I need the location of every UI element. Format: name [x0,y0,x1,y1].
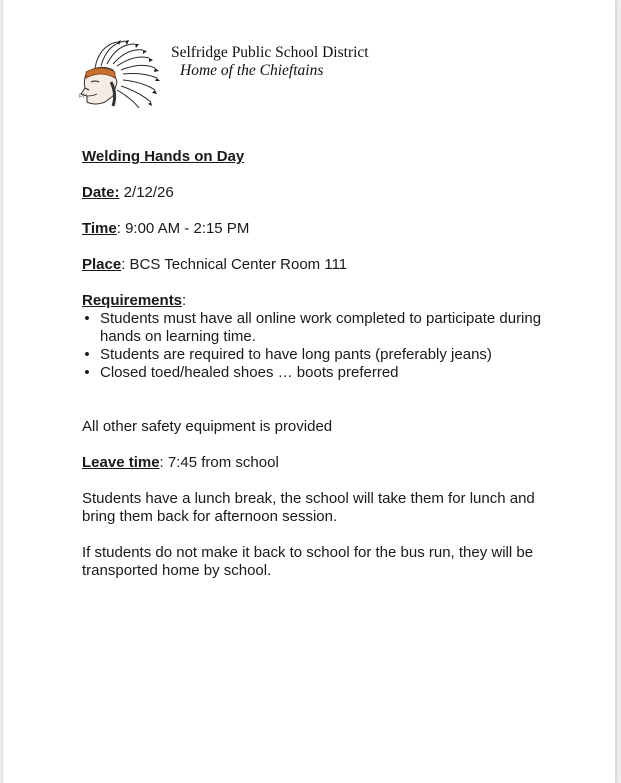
place-value: : BCS Technical Center Room 111 [121,256,348,273]
leave-time-value: : 7:45 from school [159,454,279,471]
list-item [82,346,552,364]
svg-text:PH: PH [79,94,88,100]
place-label: Place [82,256,122,273]
requirement-text: Students must have all online work completed to participate during hands on learning time. [100,310,542,345]
district-name: Selfridge Public School District [171,44,369,61]
date-value: 2/12/26 [119,184,174,201]
requirements-colon: : [182,292,187,309]
document-page [3,0,616,783]
requirements-list [82,310,552,382]
bullet-icon: • [84,310,90,327]
leave-time-label: Leave time [82,454,160,471]
requirement-text: Closed toed/healed shoes … boots preferred [100,364,399,381]
time-line [82,220,552,238]
date-label: Date: [82,184,120,201]
date-line [82,184,552,202]
flyer-body [82,148,552,598]
lunch-note: Students have a lunch break, the school will take them for lunch and bring them back for afternoon session. [82,490,535,525]
chieftain-logo-icon [77,38,167,108]
event-title: Welding Hands on Day [82,148,245,165]
time-value: : 9:00 AM - 2:15 PM [116,220,250,237]
time-label: Time [82,220,117,237]
requirement-text: Students are required to have long pants (preferably jeans) [100,346,492,363]
list-item [82,310,552,346]
bullet-icon: • [84,364,90,381]
district-tagline: Home of the Chieftains [180,62,324,79]
school-header [171,44,369,80]
leave-time-line [82,454,552,472]
place-line [82,256,552,274]
safety-note: All other safety equipment is provided [82,418,333,435]
bus-note: If students do not make it back to school for the bus run, they will be transported home by school. [82,544,534,579]
requirements-label: Requirements [82,292,183,309]
requirements-heading [82,292,552,310]
bullet-icon: • [84,346,90,363]
list-item [82,364,552,382]
